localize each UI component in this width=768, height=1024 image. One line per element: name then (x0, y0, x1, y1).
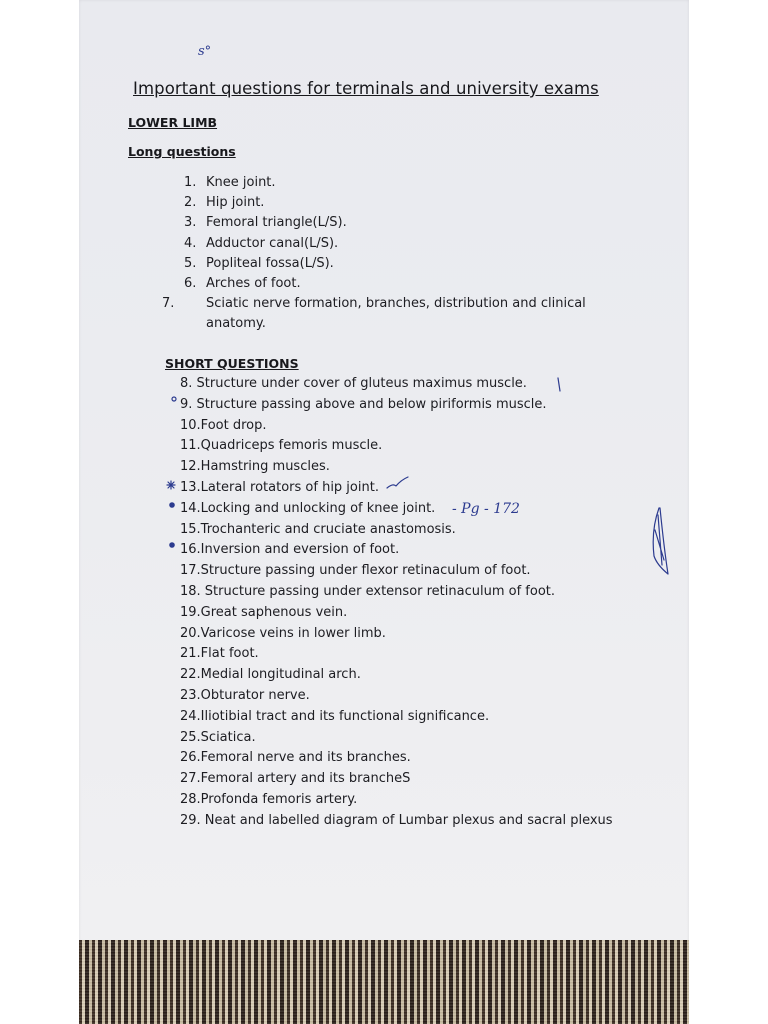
short-question-item: 21.Flat foot. (180, 646, 259, 662)
short-question-item: 8. Structure under cover of gluteus maximus muscle. (180, 376, 527, 391)
short-question-item: 20.Varicose veins in lower limb. (180, 625, 386, 641)
short-question-item: 28.Profonda femoris artery. (180, 791, 358, 807)
short-question-item: 29. Neat and labelled diagram of Lumbar plexus and sacral plexus (180, 812, 613, 828)
short-question-item: 11.Quadriceps femoris muscle. (180, 438, 383, 454)
short-question-item: 19.Great saphenous vein. (180, 604, 348, 620)
short-question-item: 10.Foot drop. (180, 417, 267, 433)
short-question-item: 14.Locking and unlocking of knee joint. (180, 500, 436, 516)
section-lower-limb: LOWER LIMB (128, 115, 218, 130)
long-question-item: 6. Arches of foot. (184, 275, 301, 291)
short-questions-list (180, 374, 650, 832)
short-question-item: 22.Medial longitudinal arch. (180, 667, 361, 683)
top-handwritten-mark: s° (198, 44, 212, 59)
long-question-item: 1. Knee joint. (184, 175, 276, 190)
short-question-item: 12.Hamstring muscles. (180, 459, 330, 475)
document-title: Important questions for terminals and university exams (133, 79, 599, 98)
short-question-item: 26.Femoral nerve and its branches. (180, 750, 411, 766)
short-question-item: 24.Iliotibial tract and its functional significance. (180, 708, 490, 724)
long-questions-list (162, 173, 624, 334)
long-question-item: 7. Sciatic nerve formation, branches, distribution and clinical anatomy. (162, 296, 586, 332)
long-question-item: 4. Adductor canal(L/S). (184, 235, 339, 251)
short-questions-heading: SHORT QUESTIONS (165, 356, 299, 371)
long-question-item: 5. Popliteal fossa(L/S). (184, 255, 334, 271)
short-question-item: 17.Structure passing under flexor retinaculum of foot. (180, 563, 531, 579)
short-question-item: 15.Trochanteric and cruciate anastomosis. (180, 521, 456, 537)
short-question-item: 9. Structure passing above and below piriformis muscle. (180, 396, 547, 412)
long-questions-heading: Long questions (128, 144, 236, 159)
long-question-item: 2. Hip joint. (184, 195, 265, 211)
short-question-item: 23.Obturator nerve. (180, 687, 310, 703)
short-question-item: 25.Sciatica. (180, 729, 256, 745)
page-reference-note: - Pg - 172 (452, 501, 520, 517)
short-question-item: 27.Femoral artery and its brancheS (180, 771, 411, 787)
short-question-item: 16.Inversion and eversion of foot. (180, 542, 400, 558)
short-question-item: 18. Structure passing under extensor retinaculum of foot. (180, 583, 556, 599)
long-question-item: 3. Femoral triangle(L/S). (184, 215, 347, 231)
short-question-item: 13.Lateral rotators of hip joint. (180, 479, 379, 495)
